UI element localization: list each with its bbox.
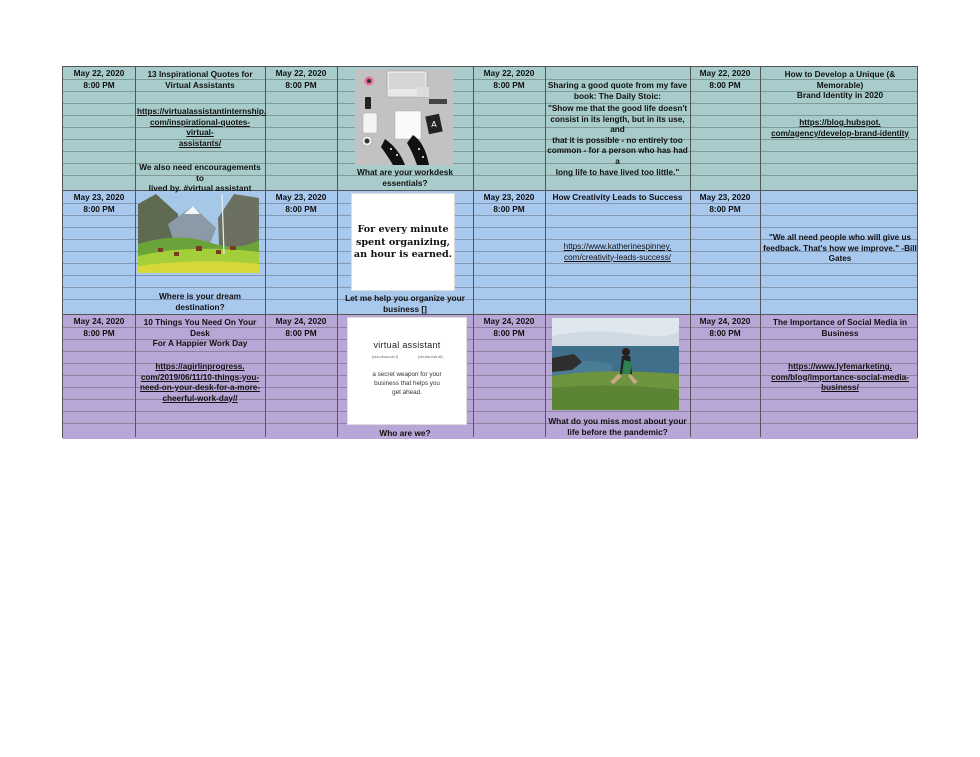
quote-line: Gates xyxy=(828,254,852,264)
svg-text:A: A xyxy=(431,120,437,129)
post-title: How Creativity Leads to Success xyxy=(552,192,683,202)
date-cell: May 24, 2020 xyxy=(699,316,751,326)
link-line: https://agirlinprogress. xyxy=(155,362,245,371)
quote-line: that it is possible - no entirely too xyxy=(552,135,683,145)
caption-line: What do you miss most about your xyxy=(548,416,687,426)
post-link[interactable] xyxy=(547,242,688,263)
link-line: https://virtualassistantinternship. xyxy=(137,107,267,116)
mountain-illustration xyxy=(138,194,259,273)
image-caption: Where is your dream destination? xyxy=(158,291,242,312)
post-title xyxy=(547,80,688,101)
time-cell: 8:00 PM xyxy=(83,328,115,338)
workdesk-illustration xyxy=(355,69,453,165)
date-cell: May 23, 2020 xyxy=(73,192,125,202)
content-calendar-table xyxy=(62,66,918,438)
link-line: com/creativity-leads-success/ xyxy=(564,252,671,262)
caption-line: What are your workdesk xyxy=(357,167,453,177)
link-line: business/ xyxy=(821,383,859,392)
image-caption: Who are we? xyxy=(379,428,431,438)
date-cell: May 23, 2020 xyxy=(699,192,751,202)
link-line: com/inspirational-quotes-virtual- xyxy=(149,117,251,137)
caption-line: We also need encouragements to xyxy=(139,162,261,183)
date-cell: May 23, 2020 xyxy=(275,192,327,202)
post-quote xyxy=(761,233,919,265)
post-quote xyxy=(547,104,688,178)
link-line: cheerful-work-day// xyxy=(162,393,238,403)
card-phonetic: (uh-sis-tuh nt) xyxy=(418,354,443,359)
time-cell: 8:00 PM xyxy=(493,80,525,90)
quote-line: "We all need people who will give us xyxy=(768,233,912,242)
caption-line: Let me help you organize your xyxy=(345,293,465,303)
title-line: book: The Daily Stoic: xyxy=(573,90,662,101)
title-line: For A Happier Work Day xyxy=(152,338,248,348)
link-line: https://www.lyfemarketing. xyxy=(788,362,892,371)
post-title xyxy=(137,317,263,349)
post-title xyxy=(761,317,919,338)
date-cell: May 24, 2020 xyxy=(275,316,327,326)
definition-card-virtual-assistant xyxy=(347,317,467,425)
time-cell: 8:00 PM xyxy=(709,328,741,338)
time-cell: 8:00 PM xyxy=(285,204,317,214)
time-cell: 8:00 PM xyxy=(83,80,115,90)
quote-line: common - for a person who has had a xyxy=(547,146,688,166)
mountain-valley-photo xyxy=(138,194,259,273)
title-line: Business xyxy=(821,327,859,338)
post-title: 13 Inspirational Quotes for Virtual Assistants xyxy=(147,69,253,90)
post-link[interactable] xyxy=(761,118,919,139)
workdesk-photo xyxy=(355,69,453,165)
post-link[interactable] xyxy=(761,362,919,392)
image-caption xyxy=(339,167,471,188)
image-caption xyxy=(547,416,688,437)
link-line: https://www.katherinespinney. xyxy=(563,242,672,251)
time-cell: 8:00 PM xyxy=(493,328,525,338)
quote-line: long life to have lived too little." xyxy=(555,167,680,177)
time-cell: 8:00 PM xyxy=(493,204,525,214)
quote-card-organizing xyxy=(351,193,455,291)
card-title: virtual assistant xyxy=(373,340,441,350)
card-line: a secret weapon for your xyxy=(372,371,442,378)
time-cell: 8:00 PM xyxy=(83,204,115,214)
card-phonetic: (vur-choo-uh l) xyxy=(372,354,399,359)
time-cell: 8:00 PM xyxy=(709,204,741,214)
card-line: For every minute xyxy=(357,224,449,235)
post-caption xyxy=(137,162,263,194)
date-cell: May 22, 2020 xyxy=(73,68,125,78)
caption-line: business [] xyxy=(383,303,427,314)
quote-line: feedback. That's how we improve." -Bill xyxy=(763,243,917,253)
link-line: need-on-your-desk-for-a-more- xyxy=(139,383,261,392)
quote-card-text xyxy=(352,224,454,262)
card-line: an hour is earned. xyxy=(353,249,453,260)
post-link[interactable] xyxy=(137,107,267,149)
date-cell: May 22, 2020 xyxy=(275,68,327,78)
card-line: business that helps you xyxy=(374,380,440,387)
title-line: How to Develop a Unique (& Memorable) xyxy=(784,69,896,90)
card-definition xyxy=(348,370,466,397)
date-cell: May 24, 2020 xyxy=(73,316,125,326)
card-line: get ahead. xyxy=(392,389,422,396)
caption-line: life before the pandemic? xyxy=(567,426,668,437)
date-cell: May 22, 2020 xyxy=(699,68,751,78)
seaside-illustration xyxy=(552,318,679,410)
caption-line: lived by. #virtual assistant xyxy=(148,183,252,193)
card-line: spent organizing, xyxy=(355,236,451,248)
link-line: com/agency/develop-brand-identity xyxy=(771,128,909,138)
title-line: Sharing a good quote from my fave xyxy=(547,80,688,90)
date-cell: May 24, 2020 xyxy=(483,316,535,326)
title-line: Brand Identity in 2020 xyxy=(796,90,884,100)
time-cell: 8:00 PM xyxy=(285,80,317,90)
quote-line: consist in its length, but in its use, and xyxy=(550,114,685,135)
seaside-woman-photo xyxy=(552,318,679,410)
post-title xyxy=(761,69,919,101)
caption-line: essentials? xyxy=(382,177,428,188)
quote-line: "Show me that the good life doesn't xyxy=(547,104,688,113)
link-line: assistants/ xyxy=(178,138,222,148)
link-line: com/blog/importance-social-media- xyxy=(771,372,909,382)
post-link[interactable] xyxy=(137,362,263,404)
time-cell: 8:00 PM xyxy=(709,80,741,90)
image-caption xyxy=(339,293,471,314)
date-cell: May 23, 2020 xyxy=(483,192,535,202)
time-cell: 8:00 PM xyxy=(285,328,317,338)
title-line: The Importance of Social Media in xyxy=(772,317,908,327)
link-line: com/2019/06/11/10-things-you- xyxy=(140,372,260,382)
link-line: https://blog.hubspot. xyxy=(799,118,881,127)
date-cell: May 22, 2020 xyxy=(483,68,535,78)
title-line: 10 Things You Need On Your Desk xyxy=(143,317,257,338)
